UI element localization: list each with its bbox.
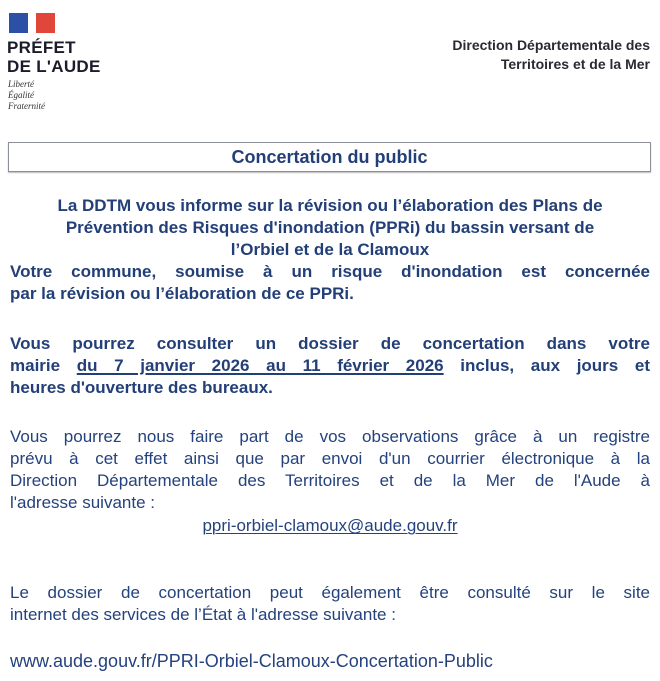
prefet-line: PRÉFET xyxy=(7,38,76,57)
consultation-dates: du 7 janvier 2026 au 11 février 2026 xyxy=(76,356,444,375)
motto-line: Liberté xyxy=(8,79,34,89)
intro-line: par la révision ou l’élaboration de ce PPRi. xyxy=(10,284,354,303)
intro-line: Votre commune, soumise à un risque d'inondation est concernée xyxy=(10,262,650,281)
consult-text: inclus, aux jours et xyxy=(460,356,650,375)
observations-line: l'adresse suivante : xyxy=(10,493,155,512)
motto-line: Égalité xyxy=(8,90,34,100)
website-url[interactable]: www.aude.gouv.fr/PPRI-Orbiel-Clamoux-Concertation-Public xyxy=(10,651,493,671)
observations-line: Direction Départementale des Territoires et de la Mer de l'Aude à xyxy=(10,471,650,490)
consult-line xyxy=(10,355,650,377)
motto-line: Fraternité xyxy=(8,101,45,111)
consult-text: mairie xyxy=(10,356,77,375)
consult-line: Vous pourrez consulter un dossier de concertation dans votre xyxy=(10,334,650,353)
observations-line: Vous pourrez nous faire part de vos observations grâce à un registre xyxy=(10,427,650,446)
motto xyxy=(8,79,45,112)
page-title: Concertation du public xyxy=(231,147,428,167)
prefet-line: DE L'AUDE xyxy=(7,57,101,76)
website-line: Le dossier de concertation peut également être consulté sur le site xyxy=(10,583,650,602)
intro-line: l’Orbiel et de la Clamoux xyxy=(230,240,430,259)
intro-line: Prévention des Risques d'inondation (PPRi) du bassin versant de xyxy=(65,218,595,237)
service-line: Territoires et de la Mer xyxy=(500,56,650,72)
intro-line: La DDTM vous informe sur la révision ou l’élaboration des Plans de xyxy=(57,196,603,215)
prefecture-name xyxy=(7,38,101,76)
service-name xyxy=(452,36,650,74)
email-link[interactable]: ppri-orbiel-clamoux@aude.gouv.fr xyxy=(202,516,458,535)
observations-line: prévu à cet effet ainsi que par envoi d'un courrier électronique à la xyxy=(10,449,650,468)
consult-line: heures d'ouverture des bureaux. xyxy=(10,378,273,397)
website-line: internet des services de l’État à l'adresse suivante : xyxy=(10,605,396,624)
marianne-logo xyxy=(9,13,55,33)
email-line xyxy=(10,515,650,537)
title-box xyxy=(8,142,651,172)
service-line: Direction Départementale des xyxy=(452,37,650,53)
